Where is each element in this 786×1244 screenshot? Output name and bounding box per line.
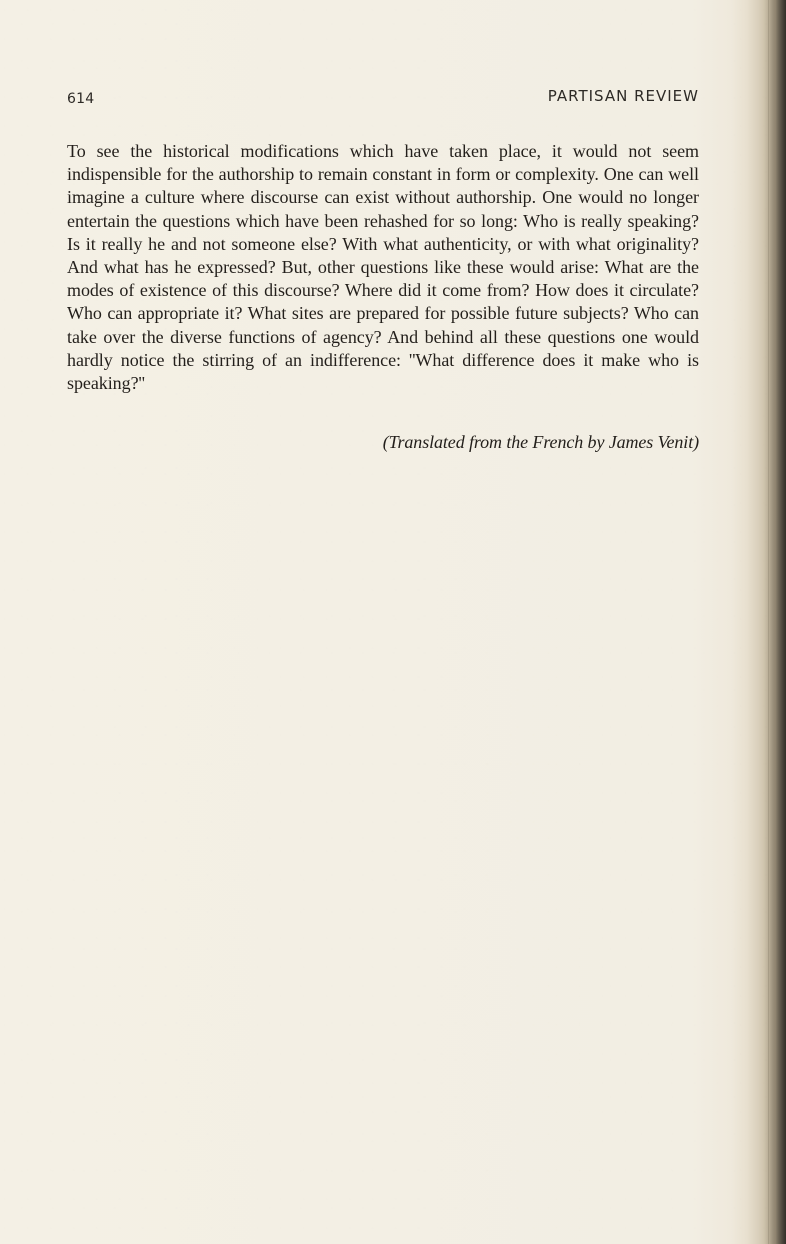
page-header <box>67 87 699 109</box>
translation-credit: (Translated from the French by James Venit) <box>382 432 699 452</box>
page-edge-line <box>768 0 769 1244</box>
running-title: PARTISAN REVIEW <box>547 87 699 105</box>
page-binding-edge <box>772 0 786 1244</box>
page-number: 614 <box>67 91 95 107</box>
body-paragraph: To see the historical modifications which have taken place, it would not seem indispensible for the authorship to remain constant in form or complexity. One can well imagine a culture where discourse can exist without authorship. One would no longer entertain the questions which have been rehashed for so long: Who is really speaking? Is it really he and not someone else? With what authenticity, or with what originality? And what has he expressed? But, other questions like these would arise: What are the modes of existence of this discourse? Where did it come from? How does it circulate? Who can appropriate it? What sites are prepared for possible future subjects? Who can take over the diverse functions of agency? And behind all these questions one would hardly notice the stirring of an indifference: ''What difference does it make who is speaking?'' <box>67 141 699 394</box>
